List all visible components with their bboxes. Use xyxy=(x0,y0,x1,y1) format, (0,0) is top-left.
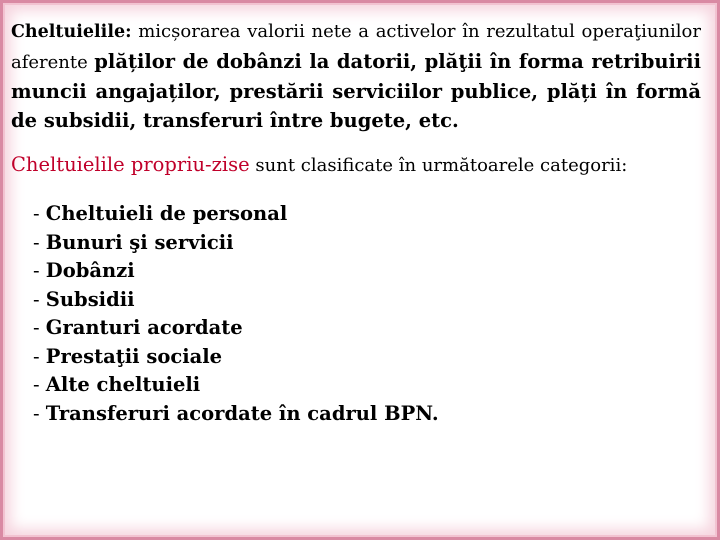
categories-list xyxy=(33,200,701,428)
list-item: - Bunuri şi servicii xyxy=(33,229,701,258)
list-item: - Transferuri acordate în cadrul BPN. xyxy=(33,400,701,429)
list-item: - Subsidii xyxy=(33,286,701,315)
classification-paragraph xyxy=(11,150,701,180)
definition-term: Cheltuielile: xyxy=(11,22,132,42)
slide-content xyxy=(11,16,701,428)
classification-highlight: Cheltuielile propriu-zise xyxy=(11,153,250,176)
definition-paragraph xyxy=(11,16,701,135)
classification-text: sunt clasificate în următoarele categorii: xyxy=(249,155,628,176)
list-item: - Cheltuieli de personal xyxy=(33,200,701,229)
list-item: - Prestaţii sociale xyxy=(33,343,701,372)
definition-text-light: micșorarea valorii nete a activelor în rezultatul operaţiunilor aferente xyxy=(11,21,701,73)
list-item: - Granturi acordate xyxy=(33,314,701,343)
list-item: - Alte cheltuieli xyxy=(33,371,701,400)
list-item: - Dobânzi xyxy=(33,257,701,286)
definition-text-strong: plăților de dobânzi la datorii, plăţii în forma retribuirii muncii angajaților, prestării serviciilor publice, plăți în formă de subsidii, transferuri între bugete, etc. xyxy=(11,50,701,132)
